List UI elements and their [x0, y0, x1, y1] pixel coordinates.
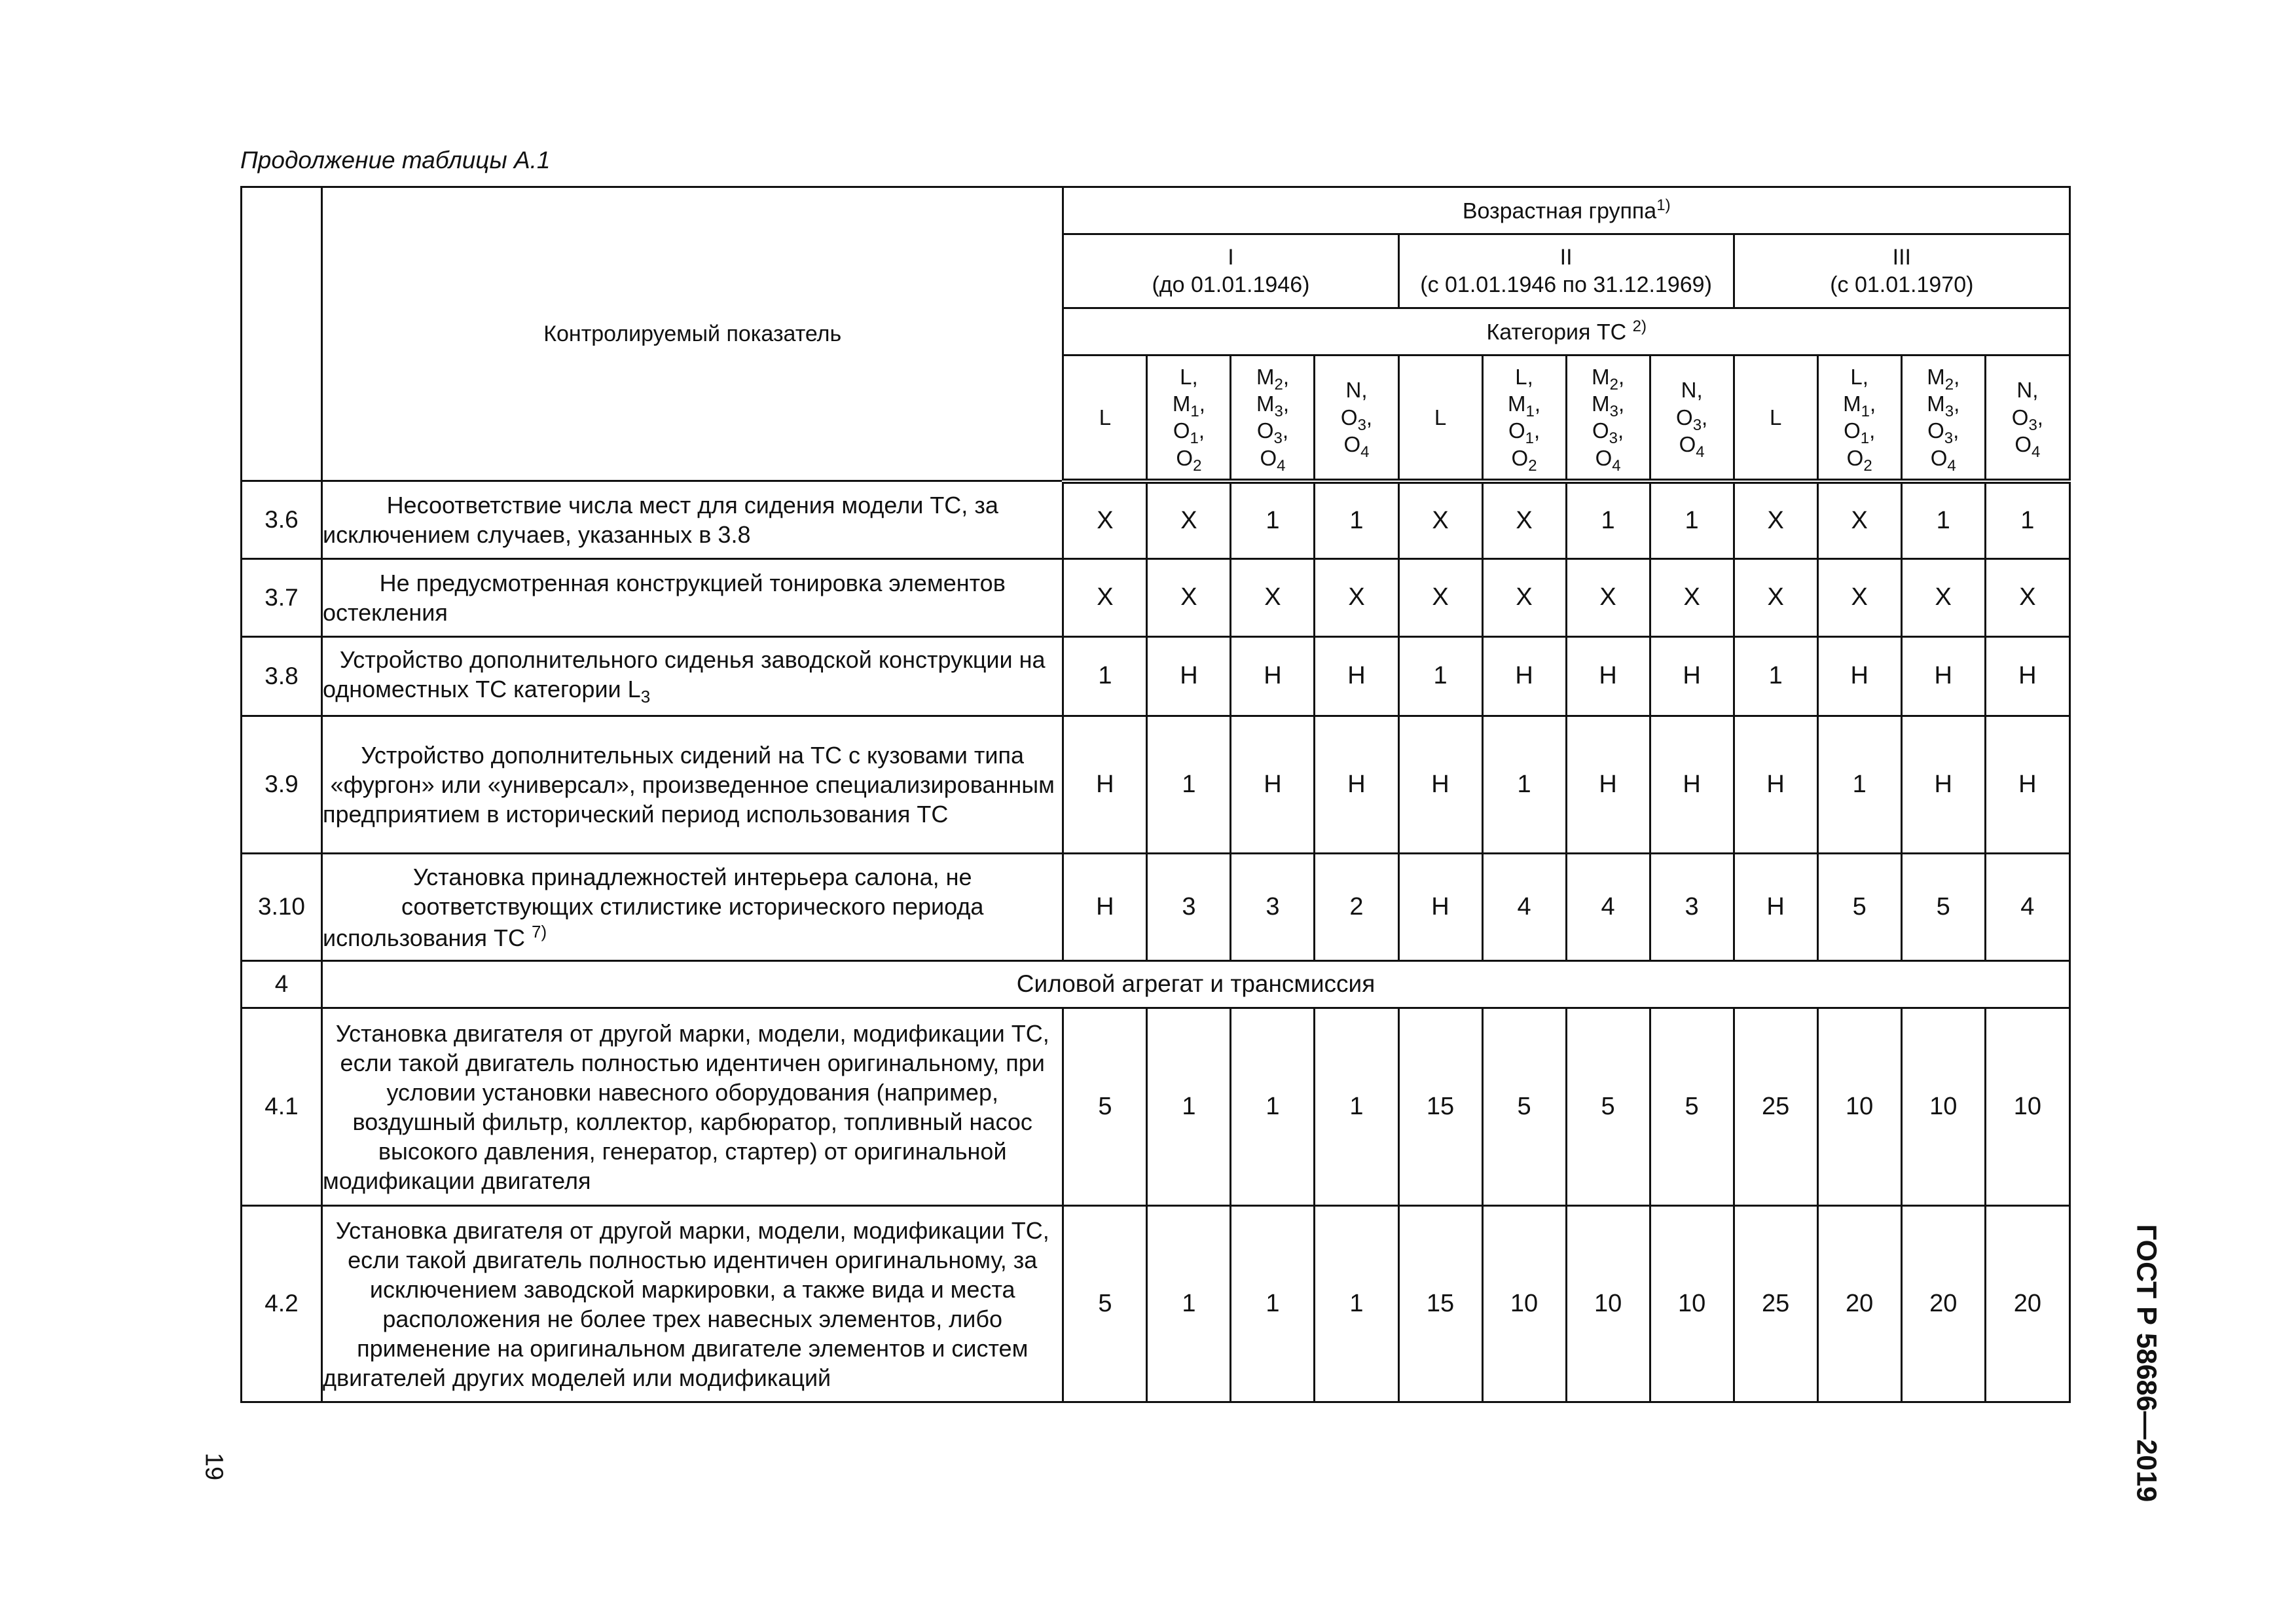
row-description: Установка двигателя от другой марки, модели, модификации ТС, если такой двигатель полностью идентичен оригинальному, при условии установки навесного оборудования (например, воздушный фильтр, коллектор, карбюратор, топливный насос высокого давления, генератор, стартер) от оригинальной модификации двигателя	[322, 1008, 1063, 1206]
value-cell: Н	[1650, 716, 1734, 854]
table-caption: Продолжение таблицы А.1	[240, 147, 551, 173]
value-cell: 1	[1482, 716, 1566, 854]
value-cell: 1	[1231, 1206, 1315, 1402]
value-cell: X	[1901, 559, 1985, 637]
value-cell: 3	[1231, 854, 1315, 961]
header-indicator: Контролируемый показатель	[322, 187, 1063, 481]
value-cell: Н	[1315, 716, 1398, 854]
value-cell: Н	[1398, 716, 1482, 854]
value-cell: Н	[1566, 637, 1650, 716]
value-cell: 1	[1566, 481, 1650, 559]
value-cell: X	[1063, 559, 1147, 637]
category-cell: $M_2$, $M_3$, $O_3$, $O_4$	[1901, 356, 1985, 481]
category-cell: L	[1734, 356, 1817, 481]
table-row	[242, 854, 2070, 961]
value-cell: 1	[1147, 716, 1231, 854]
row-description: Устройство дополнительного сиденья заводской конструкции на одноместных ТС категории $L_3$	[322, 637, 1063, 716]
row-number: 3.7	[242, 559, 322, 637]
value-cell: Н	[1901, 716, 1985, 854]
section-title: Силовой агрегат и трансмиссия	[322, 961, 2070, 1008]
table-row	[242, 1206, 2070, 1402]
value-cell: Н	[1231, 637, 1315, 716]
value-cell: 5	[1650, 1008, 1734, 1206]
row-number: 3.10	[242, 854, 322, 961]
row-description: Установка принадлежностей интерьера салона, не соответствующих стилистике исторического периода использования ТС $^{7)}$	[322, 854, 1063, 961]
row-description: Устройство дополнительных сидений на ТС с кузовами типа «фургон» или «универсал», произведенное специализированным предприятием в исторический период использования ТС	[322, 716, 1063, 854]
value-cell: 5	[1482, 1008, 1566, 1206]
value-cell: 4	[1482, 854, 1566, 961]
value-cell: 10	[1650, 1206, 1734, 1402]
value-cell: 2	[1315, 854, 1398, 961]
row-description: Несоответствие числа мест для сидения модели ТС, за исключением случаев, указанных в 3.8	[322, 481, 1063, 559]
value-cell: 10	[1482, 1206, 1566, 1402]
value-cell: Н	[1985, 716, 2069, 854]
value-cell: 15	[1398, 1206, 1482, 1402]
value-cell: Н	[1231, 716, 1315, 854]
value-cell: 25	[1734, 1206, 1817, 1402]
page-number: 19	[200, 1452, 228, 1481]
header-group-2: II (с 01.01.1946 по 31.12.1969)	[1398, 234, 1734, 308]
value-cell: 1	[1231, 1008, 1315, 1206]
value-cell: X	[1650, 559, 1734, 637]
standard-label: ГОСТ Р 58686—2019	[2130, 1224, 2162, 1503]
table-row	[242, 481, 2070, 559]
value-cell: X	[1315, 559, 1398, 637]
category-cell: L, $M_1$, $O_1$, $O_2$	[1817, 356, 1901, 481]
value-cell: 1	[1398, 637, 1482, 716]
value-cell: 10	[1985, 1008, 2069, 1206]
category-cell: N, $O_3$, $O_4$	[1650, 356, 1734, 481]
value-cell: 20	[1985, 1206, 2069, 1402]
header-category: Категория ТС $^{2)}$	[1063, 308, 2070, 356]
table-row	[242, 637, 2070, 716]
table-row	[242, 559, 2070, 637]
row-number: 3.9	[242, 716, 322, 854]
value-cell: X	[1231, 559, 1315, 637]
data-table	[240, 186, 2071, 1403]
table-row	[242, 716, 2070, 854]
value-cell: Н	[1817, 637, 1901, 716]
value-cell: 5	[1901, 854, 1985, 961]
value-cell: 15	[1398, 1008, 1482, 1206]
value-cell: Н	[1901, 637, 1985, 716]
category-cell: N, $O_3$, $O_4$	[1315, 356, 1398, 481]
value-cell: 1	[1315, 1008, 1398, 1206]
value-cell: 1	[1063, 637, 1147, 716]
value-cell: 10	[1901, 1008, 1985, 1206]
value-cell: Н	[1063, 716, 1147, 854]
value-cell: 20	[1901, 1206, 1985, 1402]
row-number: 3.6	[242, 481, 322, 559]
value-cell: X	[1063, 481, 1147, 559]
value-cell: X	[1482, 481, 1566, 559]
value-cell: X	[1398, 481, 1482, 559]
row-number: 4.2	[242, 1206, 322, 1402]
row-description: Установка двигателя от другой марки, модели, модификации ТС, если такой двигатель полностью идентичен оригинальному, за исключением заводской маркировки, а также вида и места расположения не более трех навесных элементов, либо применение на оригинальном двигателе элементов и систем двигателей других моделей или модификаций	[322, 1206, 1063, 1402]
section-row	[242, 961, 2070, 1008]
category-cell: L, $M_1$, $O_1$, $O_2$	[1482, 356, 1566, 481]
value-cell: Н	[1482, 637, 1566, 716]
value-cell: 3	[1650, 854, 1734, 961]
header-age-group: Возрастная группа$^{1)}$	[1063, 187, 2070, 234]
category-cell: $M_2$, $M_3$, $O_3$, $O_4$	[1231, 356, 1315, 481]
value-cell: Н	[1985, 637, 2069, 716]
value-cell: X	[1147, 481, 1231, 559]
table-row	[242, 1008, 2070, 1206]
value-cell: Н	[1315, 637, 1398, 716]
value-cell: X	[1817, 559, 1901, 637]
value-cell: Н	[1398, 854, 1482, 961]
category-cell: L	[1398, 356, 1482, 481]
category-cell: $M_2$, $M_3$, $O_3$, $O_4$	[1566, 356, 1650, 481]
value-cell: Н	[1734, 854, 1817, 961]
category-cell: L, $M_1$, $O_1$, $O_2$	[1147, 356, 1231, 481]
value-cell: 10	[1817, 1008, 1901, 1206]
value-cell: 10	[1566, 1206, 1650, 1402]
value-cell: 1	[1147, 1206, 1231, 1402]
value-cell: X	[1566, 559, 1650, 637]
header-group-3: III (с 01.01.1970)	[1734, 234, 2069, 308]
value-cell: X	[1482, 559, 1566, 637]
value-cell: 1	[1231, 481, 1315, 559]
value-cell: X	[1147, 559, 1231, 637]
value-cell: Н	[1063, 854, 1147, 961]
value-cell: 1	[1147, 1008, 1231, 1206]
value-cell: 5	[1063, 1206, 1147, 1402]
value-cell: 1	[1734, 637, 1817, 716]
value-cell: X	[1985, 559, 2069, 637]
value-cell: X	[1817, 481, 1901, 559]
value-cell: 5	[1063, 1008, 1147, 1206]
value-cell: Н	[1147, 637, 1231, 716]
value-cell: 25	[1734, 1008, 1817, 1206]
value-cell: Н	[1566, 716, 1650, 854]
header-number-cell	[242, 187, 322, 481]
value-cell: Н	[1734, 716, 1817, 854]
value-cell: 5	[1566, 1008, 1650, 1206]
value-cell: 4	[1985, 854, 2069, 961]
value-cell: 1	[1985, 481, 2069, 559]
header-group-1: I (до 01.01.1946)	[1063, 234, 1398, 308]
value-cell: Н	[1650, 637, 1734, 716]
value-cell: X	[1734, 481, 1817, 559]
value-cell: 1	[1315, 481, 1398, 559]
value-cell: X	[1398, 559, 1482, 637]
category-cell: N, $O_3$, $O_4$	[1985, 356, 2069, 481]
value-cell: X	[1734, 559, 1817, 637]
value-cell: 1	[1315, 1206, 1398, 1402]
row-number: 4	[242, 961, 322, 1008]
value-cell: 1	[1901, 481, 1985, 559]
value-cell: 5	[1817, 854, 1901, 961]
value-cell: 20	[1817, 1206, 1901, 1402]
row-number: 3.8	[242, 637, 322, 716]
row-description: Не предусмотренная конструкцией тонировка элементов остекления	[322, 559, 1063, 637]
row-number: 4.1	[242, 1008, 322, 1206]
value-cell: 3	[1147, 854, 1231, 961]
value-cell: 4	[1566, 854, 1650, 961]
value-cell: 1	[1817, 716, 1901, 854]
value-cell: 1	[1650, 481, 1734, 559]
category-cell: L	[1063, 356, 1147, 481]
